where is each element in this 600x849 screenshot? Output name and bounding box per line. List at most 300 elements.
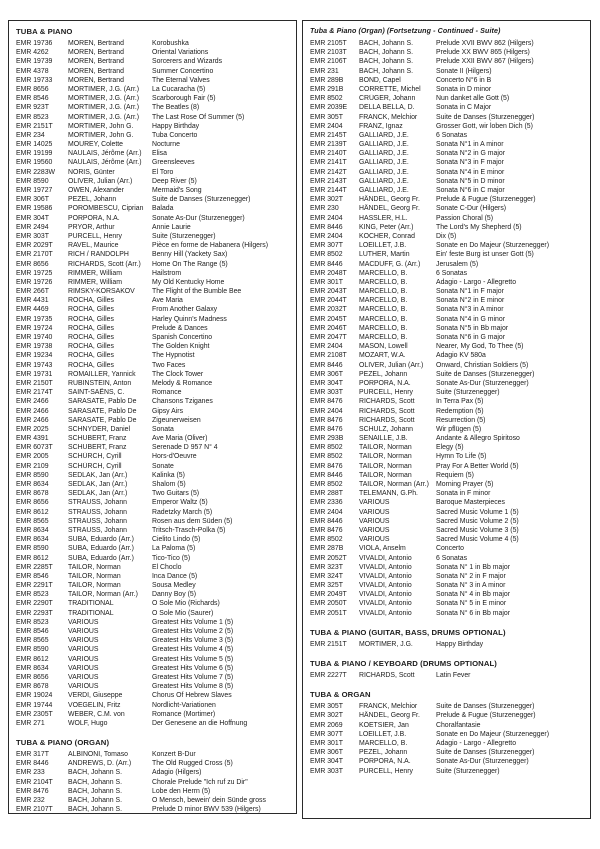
composer: BACH, Johann S. [68, 778, 123, 786]
emr-number: EMR 8546 [16, 95, 49, 103]
piece-title: The Last Rose Of Summer (5) [152, 113, 245, 121]
emr-number: EMR 234 [16, 131, 45, 139]
piece-title: Greatest Hits Volume 7 (5) [152, 673, 234, 681]
catalog-row [15, 627, 290, 636]
catalog-row [309, 416, 584, 425]
piece-title: Serenade D 957 N° 4 [152, 444, 218, 452]
catalog-row [15, 361, 290, 370]
emr-number: EMR 8523 [16, 618, 49, 626]
emr-number: EMR 304T [16, 214, 49, 222]
composer: NAULAIS, Jérôme (Arr.) [68, 159, 142, 167]
emr-number: EMR 8446 [310, 471, 343, 479]
piece-title: Deep River (5) [152, 177, 197, 185]
emr-number: EMR 266T [16, 288, 49, 296]
composer: RIMMER, William [68, 269, 122, 277]
piece-title: Sonate As-Dur (Sturzenegger) [436, 379, 529, 387]
composer: MORTIMER, J.G. [359, 640, 413, 648]
catalog-row [15, 39, 290, 48]
piece-title: The Beatles (8) [152, 104, 200, 112]
catalog-row [15, 572, 290, 581]
piece-title: Greatest Hits Volume 6 (5) [152, 664, 234, 672]
composer: ROCHA, Gilles [68, 343, 114, 351]
emr-number: EMR 19738 [16, 343, 53, 351]
catalog-row [15, 388, 290, 397]
emr-number: EMR 8590 [16, 545, 49, 553]
emr-number: EMR 291B [310, 85, 344, 93]
composer: GALLIARD, J.E. [359, 177, 409, 185]
composer: MACDUFF, G. (Arr.) [359, 260, 421, 268]
catalog-row [15, 778, 290, 787]
composer: DELLA BELLA, D. [359, 104, 415, 112]
piece-title: Chorus Of Hebrew Slaves [152, 692, 232, 700]
emr-number: EMR 307T [310, 730, 343, 738]
emr-number: EMR 6073T [16, 444, 53, 452]
catalog-row [15, 223, 290, 232]
catalog-row [15, 645, 290, 654]
catalog-row [309, 232, 584, 241]
catalog-row [15, 590, 290, 599]
piece-title: Spanish Concertino [152, 334, 213, 341]
piece-title: Sorcerers and Wizards [152, 58, 223, 66]
composer: VIVALDI, Antonio [359, 572, 412, 580]
emr-number: EMR 306T [310, 370, 343, 378]
piece-title: Hymn To Life (5) [436, 453, 487, 461]
composer: POROMBESCU, Ciprian [68, 205, 144, 213]
piece-title: Dix (5) [436, 232, 457, 240]
catalog-row [309, 572, 584, 581]
composer: VARIOUS [359, 499, 390, 507]
emr-number: EMR 19731 [16, 370, 53, 378]
composer: MORTIMER, J.G. (Arr.) [68, 85, 140, 93]
catalog-row [309, 581, 584, 590]
composer: VARIOUS [68, 673, 99, 681]
composer: STRAUSS, Johann [68, 517, 127, 525]
catalog-row [309, 480, 584, 489]
catalog-row [15, 305, 290, 314]
composer: MOREN, Bertrand [68, 49, 124, 57]
catalog-row [309, 452, 584, 461]
piece-title: The Lord's My Shepherd (5) [436, 223, 522, 231]
composer: MOREN, Bertrand [68, 58, 124, 66]
composer: VARIOUS [68, 628, 99, 635]
composer: SUBA, Eduardo (Arr.) [68, 545, 134, 553]
composer: RIMMER, William [68, 278, 122, 286]
emr-number: EMR 2151T [310, 640, 347, 648]
composer: GALLIARD, J.E. [359, 159, 409, 167]
catalog-row [309, 241, 584, 250]
catalog-row [15, 471, 290, 480]
composer: VARIOUS [68, 664, 99, 672]
composer: LOEILLET, J.B. [359, 730, 407, 738]
catalog-row [309, 526, 584, 535]
composer: KOETSIER, Jan [359, 721, 409, 729]
composer: GALLIARD, J.E. [359, 150, 409, 158]
piece-title: Wir pflügen (5) [436, 425, 482, 433]
composer: ROCHA, Gilles [68, 352, 114, 360]
composer: VIVALDI, Antonio [359, 563, 412, 571]
composer: MOUREY, Colette [68, 141, 124, 149]
catalog-row [309, 388, 584, 397]
piece-title: Greatest Hits Volume 1 (5) [152, 618, 234, 626]
catalog-row [309, 361, 584, 370]
piece-title: Greatest Hits Volume 5 (5) [152, 655, 234, 663]
piece-title: Ein' feste Burg ist unser Gott (5) [436, 251, 534, 259]
catalog-row [309, 721, 584, 730]
composer: HÄNDEL, Georg Fr. [359, 712, 420, 720]
piece-title: Sonate en Do Majeur (Sturzenegger) [436, 730, 549, 738]
emr-number: EMR 303T [310, 389, 343, 397]
piece-title: Prelude XXII BWV 867 (Hilgers) [436, 58, 534, 66]
composer: STRAUSS, Johann [68, 508, 127, 516]
piece-title: Resurrection (5) [436, 416, 486, 424]
catalog-row [15, 664, 290, 673]
composer: MARCELLO, B. [359, 269, 408, 277]
piece-title: Harley Quinn's Madness [152, 315, 227, 323]
composer: BACH, Johann S. [68, 806, 123, 814]
catalog-row [309, 640, 584, 649]
emr-number: EMR 302T [310, 712, 343, 720]
emr-number: EMR 19743 [16, 361, 53, 369]
emr-number: EMR 2047T [310, 334, 347, 341]
composer: MORTIMER, J.G. (Arr.) [68, 95, 140, 103]
catalog-row [309, 590, 584, 599]
catalog-row [309, 489, 584, 498]
emr-number: EMR 317T [16, 751, 49, 759]
emr-number: EMR 2227T [310, 672, 347, 679]
emr-number: EMR 2145T [310, 131, 347, 139]
composer: SARASATE, Pablo De [68, 416, 137, 424]
emr-number: EMR 2466 [16, 416, 49, 424]
composer: VIVALDI, Antonio [359, 609, 412, 617]
emr-number: EMR 2404 [310, 214, 343, 222]
catalog-row [309, 739, 584, 748]
composer: TAILOR, Norman (Arr.) [359, 481, 429, 488]
catalog-row [15, 710, 290, 719]
emr-number: EMR 19736 [16, 40, 53, 47]
catalog-row [15, 269, 290, 278]
piece-title: Elisa [152, 150, 167, 158]
piece-title: Suite de Danses (Sturzenegger) [436, 370, 535, 378]
emr-number: EMR 14025 [16, 141, 53, 149]
catalog-row [15, 204, 290, 213]
composer: ROCHA, Gilles [68, 334, 114, 341]
piece-title: Sonata N°6 in C major [436, 187, 505, 194]
emr-number: EMR 8446 [310, 260, 343, 268]
piece-title: Sonate C-Dur (Hilgers) [436, 205, 507, 213]
emr-number: EMR 19726 [16, 278, 53, 286]
piece-title: Adagio - Largo - Allegretto [436, 278, 517, 286]
catalog-row [15, 768, 290, 777]
composer: TAILOR, Norman [68, 582, 121, 590]
catalog-row [309, 57, 584, 66]
composer: ROCHA, Gilles [68, 315, 114, 323]
catalog-row [309, 296, 584, 305]
emr-number: EMR 2404 [310, 343, 343, 351]
emr-number: EMR 8634 [16, 481, 49, 488]
piece-title: Ave Maria [152, 297, 183, 305]
piece-title: Sonata in F minor [436, 490, 491, 498]
piece-title: The Golden Knight [152, 343, 210, 351]
emr-number: EMR 8446 [310, 517, 343, 525]
emr-number: EMR 19735 [16, 315, 53, 323]
emr-number: EMR 19586 [16, 205, 53, 213]
emr-number: EMR 2174T [16, 389, 53, 397]
emr-number: EMR 2049T [310, 591, 347, 599]
piece-title: Tico-Tico (5) [152, 554, 191, 562]
piece-title: Greatest Hits Volume 2 (5) [152, 628, 234, 635]
catalog-row [309, 168, 584, 177]
catalog-row [15, 452, 290, 461]
emr-number: EMR 2005 [16, 453, 49, 461]
catalog-row [15, 241, 290, 250]
catalog-row [309, 342, 584, 351]
emr-number: EMR 4469 [16, 306, 49, 314]
catalog-row [15, 535, 290, 544]
emr-number: EMR 2404 [310, 122, 343, 130]
piece-title: Sonata N° 2 in F major [436, 572, 506, 580]
composer: PURCELL, Henry [359, 389, 413, 397]
piece-title: Adagio KV 580a [436, 352, 486, 360]
composer: MOZART, W.A. [359, 352, 406, 360]
catalog-row [15, 351, 290, 360]
catalog-row [15, 759, 290, 768]
catalog-row [309, 250, 584, 259]
composer: SARASATE, Pablo De [68, 398, 137, 406]
composer: TELEMANN, G.Ph. [359, 490, 418, 498]
piece-title: Ave Maria (Oliver) [152, 435, 208, 443]
piece-title: Prelude & Fugue (Sturzenegger) [436, 196, 536, 204]
emr-number: EMR 2291T [16, 582, 53, 590]
composer: MORTIMER, J.G. (Arr.) [68, 113, 140, 121]
composer: BACH, Johann S. [359, 67, 414, 75]
catalog-row [15, 691, 290, 700]
piece-title: Sonata N°2 in E minor [436, 297, 505, 305]
piece-title: Sonata N°1 in A minor [436, 141, 504, 149]
emr-number: EMR 8634 [16, 526, 49, 534]
piece-title: Sacred Music Volume 4 (5) [436, 536, 519, 544]
composer: PEZEL, Johann [359, 749, 408, 757]
composer: HÄNDEL, Georg Fr. [359, 196, 420, 204]
piece-title: Benny Hill (Yackety Sax) [152, 251, 228, 259]
emr-number: EMR 301T [310, 278, 343, 286]
catalog-row [15, 498, 290, 507]
catalog-row [309, 269, 584, 278]
piece-title: Chorale Prelude "Ich ruf zu Dir" [152, 778, 248, 786]
piece-title: Suite de Danses (Sturzenegger) [152, 196, 251, 204]
emr-number: EMR 8678 [16, 683, 49, 691]
composer: VIVALDI, Antonio [359, 591, 412, 599]
emr-number: EMR 306T [16, 196, 49, 204]
piece-title: Greatest Hits Volume 3 (5) [152, 637, 234, 645]
catalog-row [309, 177, 584, 186]
catalog-row [15, 158, 290, 167]
emr-number: EMR 19024 [16, 692, 53, 700]
piece-title: Sonata N°5 in D minor [436, 177, 505, 185]
piece-title: Korobushka [152, 40, 189, 47]
emr-number: EMR 2029T [16, 242, 53, 250]
catalog-row [15, 149, 290, 158]
piece-title: Choralfantasie [436, 721, 481, 729]
composer: MARCELLO, B. [359, 334, 408, 341]
catalog-row [15, 416, 290, 425]
catalog-row [309, 767, 584, 776]
piece-title: Romance [152, 389, 182, 397]
composer: RIMSKY-KORSAKOV [68, 288, 135, 296]
composer: MOREN, Bertrand [68, 76, 124, 84]
catalog-row [309, 85, 584, 94]
composer: FRANZ, Ignaz [359, 122, 403, 130]
catalog-row [309, 67, 584, 76]
piece-title: Sacred Music Volume 2 (5) [436, 517, 519, 525]
catalog-row [15, 609, 290, 618]
emr-number: EMR 8476 [310, 526, 343, 534]
composer: VIVALDI, Antonio [359, 582, 412, 590]
composer: SUBA, Eduardo (Arr.) [68, 536, 134, 544]
piece-title: Sonate II (Hilgers) [436, 67, 492, 75]
composer: MARCELLO, B. [359, 306, 408, 314]
section-title: TUBA & PIANO (ORGAN) [16, 738, 110, 748]
composer: MORTIMER, John G. [68, 122, 134, 130]
catalog-row [15, 131, 290, 140]
piece-title: Redemption (5) [436, 407, 484, 415]
emr-number: EMR 231 [310, 67, 339, 75]
piece-title: Sonata in D minor [436, 85, 492, 93]
emr-number: EMR 307T [310, 242, 343, 250]
emr-number: EMR 19744 [16, 701, 53, 709]
emr-number: EMR 2141T [310, 159, 347, 167]
piece-title: Nearer, My God, To Thee (5) [436, 343, 524, 351]
emr-number: EMR 2150T [16, 379, 53, 387]
composer: VARIOUS [359, 526, 390, 534]
catalog-row [309, 204, 584, 213]
catalog-row [309, 563, 584, 572]
emr-number: EMR 19724 [16, 324, 53, 332]
catalog-row [309, 471, 584, 480]
emr-number: EMR 2105T [310, 40, 347, 47]
composer: FRANCK, Melchior [359, 703, 418, 711]
piece-title: Sonata N° 4 in Bb major [436, 591, 510, 599]
piece-title: Prelude D minor BWV 539 (Hilgers) [152, 806, 261, 814]
piece-title: The Old Rugged Cross (5) [152, 760, 233, 768]
emr-number: EMR 8502 [310, 444, 343, 452]
composer: MOREN, Bertrand [68, 67, 124, 75]
emr-number: EMR 2404 [310, 508, 343, 516]
catalog-row [15, 250, 290, 259]
catalog-row [309, 397, 584, 406]
composer: SEDLAK, Jan (Arr.) [68, 481, 128, 488]
composer: VIVALDI, Antonio [359, 600, 412, 608]
composer: GALLIARD, J.E. [359, 141, 409, 149]
catalog-section [309, 689, 584, 776]
composer: BACH, Johann S. [359, 49, 414, 57]
catalog-row [309, 48, 584, 57]
piece-title: Home On The Range (5) [152, 260, 228, 268]
emr-number: EMR 19234 [16, 352, 53, 360]
catalog-row [15, 517, 290, 526]
piece-title: Adagio (Hilgers) [152, 769, 202, 777]
emr-number: EMR 8476 [16, 787, 49, 795]
piece-title: Prelude & Dances [152, 324, 208, 332]
composer: RICHARDS, Scott (Arr.) [68, 260, 141, 268]
piece-title: My Old Kentucky Home [152, 278, 225, 286]
catalog-row [15, 397, 290, 406]
piece-title: Zigeunerweisen [152, 416, 201, 424]
catalog-row [309, 730, 584, 739]
catalog-row [309, 122, 584, 131]
catalog-row [309, 149, 584, 158]
emr-number: EMR 2466 [16, 398, 49, 406]
composer: ROMAILLER, Yannick [68, 370, 136, 378]
catalog-row [309, 599, 584, 608]
emr-number: EMR 8656 [16, 673, 49, 681]
catalog-row [15, 122, 290, 131]
composer: BACH, Johann S. [68, 787, 123, 795]
composer: VOEGELIN, Fritz [68, 701, 121, 709]
piece-title: The Clock Tower [152, 370, 204, 378]
emr-number: EMR 2494 [16, 223, 49, 231]
composer: MORTIMER, J.G. (Arr.) [68, 104, 140, 112]
emr-number: EMR 2104T [16, 778, 53, 786]
piece-title: Morning Prayer (5) [436, 481, 494, 488]
piece-title: The Eternal Valves [152, 76, 210, 84]
piece-title: Sonata N°2 in G major [436, 150, 506, 158]
composer: PEZEL, Johann [68, 196, 117, 204]
composer: SCHUBERT, Franz [68, 435, 127, 443]
piece-title: Sonata N°5 in Bb major [436, 324, 509, 332]
catalog-row [15, 750, 290, 759]
piece-title: Onward, Christian Soldiers (5) [436, 361, 529, 369]
piece-title: Chansons Tziganes [152, 398, 213, 406]
composer: MARCELLO, B. [359, 288, 408, 296]
catalog-row [309, 462, 584, 471]
piece-title: Two Faces [152, 361, 186, 369]
emr-number: EMR 293B [310, 435, 344, 443]
emr-number: EMR 2143T [310, 177, 347, 185]
composer: CORRETTE, Michel [359, 85, 421, 93]
section-title: TUBA & PIANO / KEYBOARD (DRUMS OPTIONAL) [310, 659, 497, 668]
composer: PORPORA, N.A. [359, 758, 411, 766]
catalog-row [309, 757, 584, 766]
emr-number: EMR 19733 [16, 76, 53, 84]
emr-number: EMR 287B [310, 545, 344, 553]
piece-title: Hors-d'Oeuvre [152, 453, 197, 461]
emr-number: EMR 2048T [310, 269, 347, 277]
composer: TAILOR, Norman [359, 462, 412, 470]
emr-number: EMR 8502 [310, 251, 343, 259]
emr-number: EMR 2052T [310, 554, 347, 562]
composer: ROCHA, Gilles [68, 297, 114, 305]
composer: FRANCK, Melchior [359, 113, 418, 121]
emr-number: EMR 233 [16, 769, 45, 777]
piece-title: In Terra Pax (5) [436, 398, 484, 406]
piece-title: Sonate [152, 462, 174, 470]
catalog-row [309, 609, 584, 618]
composer: ALBINONI, Tomaso [68, 751, 128, 759]
composer: SUBA, Eduardo (Arr.) [68, 554, 134, 562]
emr-number: EMR 8502 [310, 95, 343, 103]
emr-number: EMR 19727 [16, 187, 53, 194]
catalog-row [15, 186, 290, 195]
composer: SAINT-SAËNS, C. [68, 389, 125, 397]
emr-number: EMR 230 [310, 205, 339, 213]
composer: MARCELLO, B. [359, 278, 408, 286]
catalog-row [15, 342, 290, 351]
composer: SCHÜRCH, Cyrill [68, 462, 122, 470]
emr-number: EMR 8523 [16, 591, 49, 599]
emr-number: EMR 301T [310, 739, 343, 747]
composer: SCHULZ, Johann [359, 425, 414, 433]
piece-title: Andante & Allegro Spiritoso [436, 435, 520, 443]
